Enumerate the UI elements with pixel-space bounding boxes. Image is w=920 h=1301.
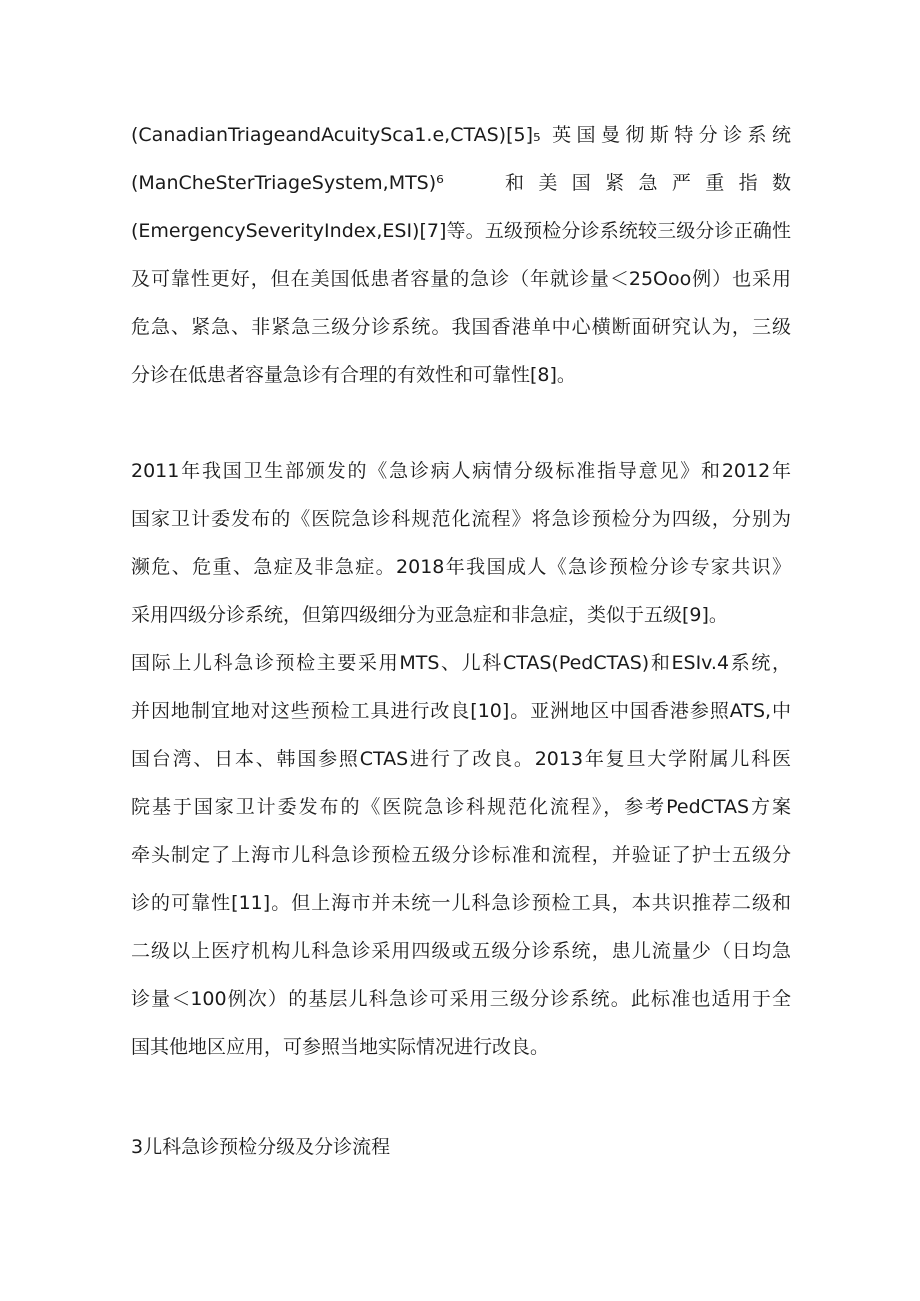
text-line: 院基于国家卫计委发布的《医院急诊科规范化流程》，参考PedCTAS方案 — [131, 796, 791, 818]
text-line: 牵头制定了上海市儿科急诊预检五级分诊标准和流程，并验证了护士五级分 — [131, 844, 791, 866]
text-line: 濒危、危重、急症及非急症。2018年我国成人《急诊预检分诊专家共识》 — [131, 556, 791, 578]
text-line: 国家卫计委发布的《医院急诊科规范化流程》将急诊预检分为四级，分别为 — [131, 508, 791, 530]
text-line: (CanadianTriageandAcuitySca1.e,CTAS)[5]₅ 英国曼彻斯特分诊系统 — [131, 124, 791, 146]
text-line: 采用四级分诊系统，但第四级细分为亚急症和非急症，类似于五级[9]。 — [131, 604, 728, 626]
text-line: 国台湾、日本、韩国参照CTAS进行了改良。2013年复旦大学附属儿科医 — [131, 748, 791, 770]
section-heading: 3儿科急诊预检分级及分诊流程 — [131, 1136, 391, 1158]
text-line: (EmergencySeverityIndex,ESI)[7]等。五级预检分诊系统较三级分诊正确性 — [131, 220, 791, 242]
text-line: 国际上儿科急诊预检主要采用MTS、儿科CTAS(PedCTAS)和ESIv.4系统， — [131, 652, 791, 674]
text-line: 分诊在低患者容量急诊有合理的有效性和可靠性[8]。 — [131, 364, 576, 386]
text-line: (ManCheSterTriageSystem,MTS)⁶ 和美国紧急严重指数 — [131, 172, 791, 194]
text-line: 诊的可靠性[11]。但上海市并未统一儿科急诊预检工具，本共识推荐二级和 — [131, 892, 791, 914]
text-line: 二级以上医疗机构儿科急诊采用四级或五级分诊系统，患儿流量少（日均急 — [131, 940, 791, 962]
text-line: 诊量＜100例次）的基层儿科急诊可采用三级分诊系统。此标准也适用于全 — [131, 988, 791, 1010]
text-line: 国其他地区应用，可参照当地实际情况进行改良。 — [131, 1036, 550, 1058]
text-line: 危急、紧急、非紧急三级分诊系统。我国香港单中心横断面研究认为，三级 — [131, 316, 791, 338]
text-line: 及可靠性更好，但在美国低患者容量的急诊（年就诊量＜25Ooo例）也采用 — [131, 268, 791, 290]
text-line: 并因地制宜地对这些预检工具进行改良[10]。亚洲地区中国香港参照ATS,中 — [131, 700, 791, 722]
text-line: 2011年我国卫生部颁发的《急诊病人病情分级标准指导意见》和2012年 — [131, 460, 791, 482]
